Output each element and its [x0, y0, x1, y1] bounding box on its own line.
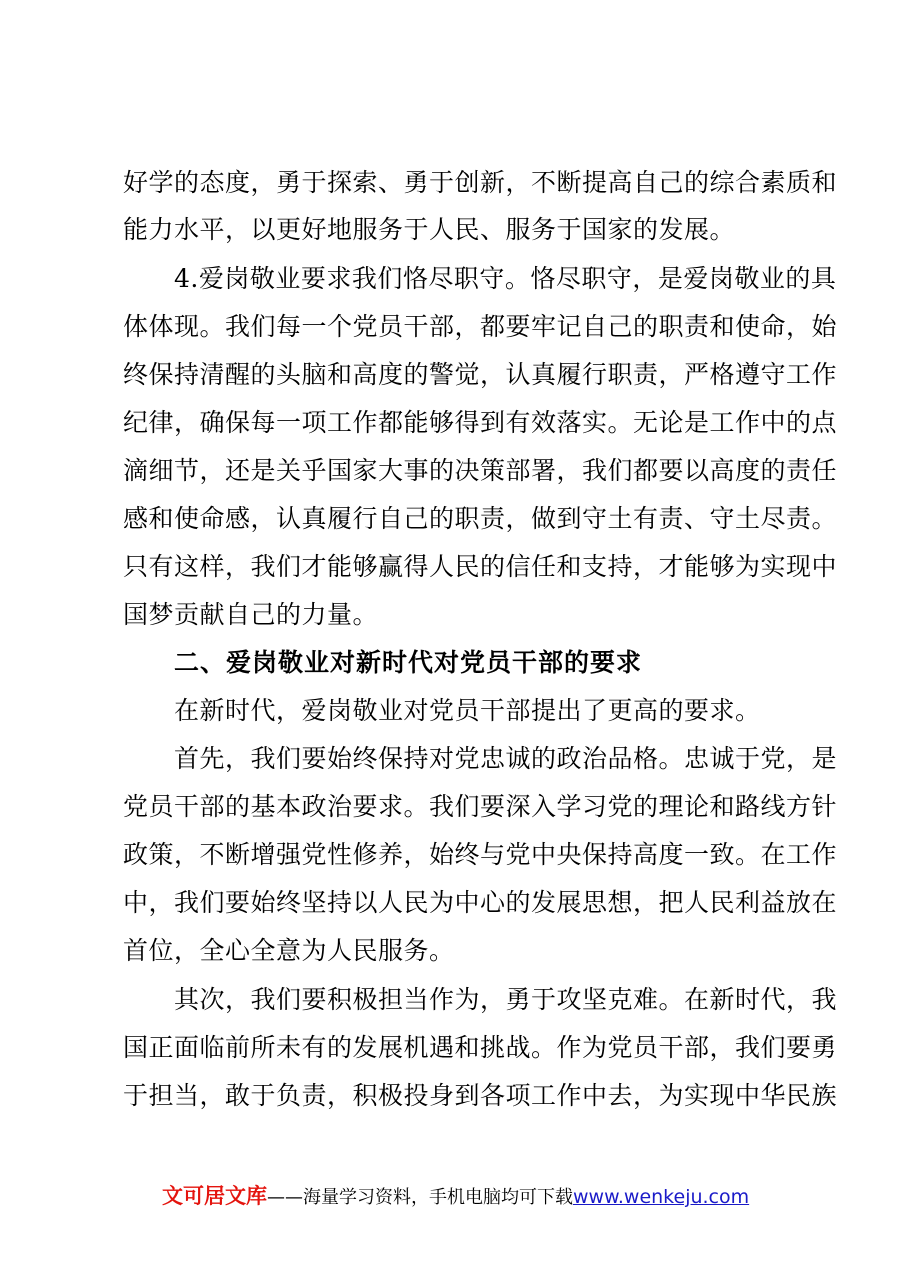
section-heading: 二、爱岗敬业对新时代对党员干部的要求 [174, 648, 643, 677]
body-text-line: 政策，不断增强党性修养，始终与党中央保持高度一致。在工作 [123, 840, 838, 869]
body-text-line: 体体现。我们每一个党员干部，都要牢记自己的职责和使命，始 [123, 312, 838, 341]
paragraph-start-line: 在新时代，爱岗敬业对党员干部提出了更高的要求。 [174, 696, 761, 725]
body-text-line: 滴细节，还是关乎国家大事的决策部署，我们都要以高度的责任 [123, 456, 838, 485]
footer-url-link[interactable]: www.wenkeju.com [573, 1186, 750, 1208]
body-text-line: 党员干部的基本政治要求。我们要深入学习党的理论和路线方针 [123, 792, 838, 821]
body-text-line: 中，我们要始终坚持以人民为中心的发展思想，把人民利益放在 [123, 888, 838, 917]
footer-brand: 文可居文库 [162, 1184, 267, 1208]
body-text-line: 国梦贡献自己的力量。 [123, 600, 379, 629]
body-text-line: 纪律，确保每一项工作都能够得到有效落实。无论是工作中的点 [123, 408, 838, 437]
paragraph-start-line: 首先，我们要始终保持对党忠诚的政治品格。忠诚于党，是 [174, 744, 838, 773]
body-text-line: 只有这样，我们才能够赢得人民的信任和支持，才能够为实现中 [123, 552, 838, 581]
paragraph-start-line: 其次，我们要积极担当作为，勇于攻坚克难。在新时代，我 [174, 985, 838, 1014]
footer-slogan: ——海量学习资料，手机电脑均可下载 [267, 1187, 573, 1208]
body-text-line: 首位，全心全意为人民服务。 [123, 936, 455, 965]
body-text-line: 国正面临前所未有的发展机遇和挑战。作为党员干部，我们要勇 [123, 1033, 838, 1062]
body-text-line: 能力水平，以更好地服务于人民、服务于国家的发展。 [123, 215, 736, 244]
paragraph-start-line: 4.爱岗敬业要求我们恪尽职守。恪尽职守，是爱岗敬业的具 [174, 264, 837, 293]
page-footer [162, 1181, 749, 1213]
body-text-line: 终保持清醒的头脑和高度的警觉，认真履行职责，严格遵守工作 [123, 360, 838, 389]
body-text-line: 于担当，敢于负责，积极投身到各项工作中去，为实现中华民族 [123, 1081, 838, 1110]
body-text-line: 感和使命感，认真履行自己的职责，做到守土有责、守土尽责。 [123, 504, 838, 533]
body-text-line: 好学的态度，勇于探索、勇于创新，不断提高自己的综合素质和 [123, 168, 838, 197]
